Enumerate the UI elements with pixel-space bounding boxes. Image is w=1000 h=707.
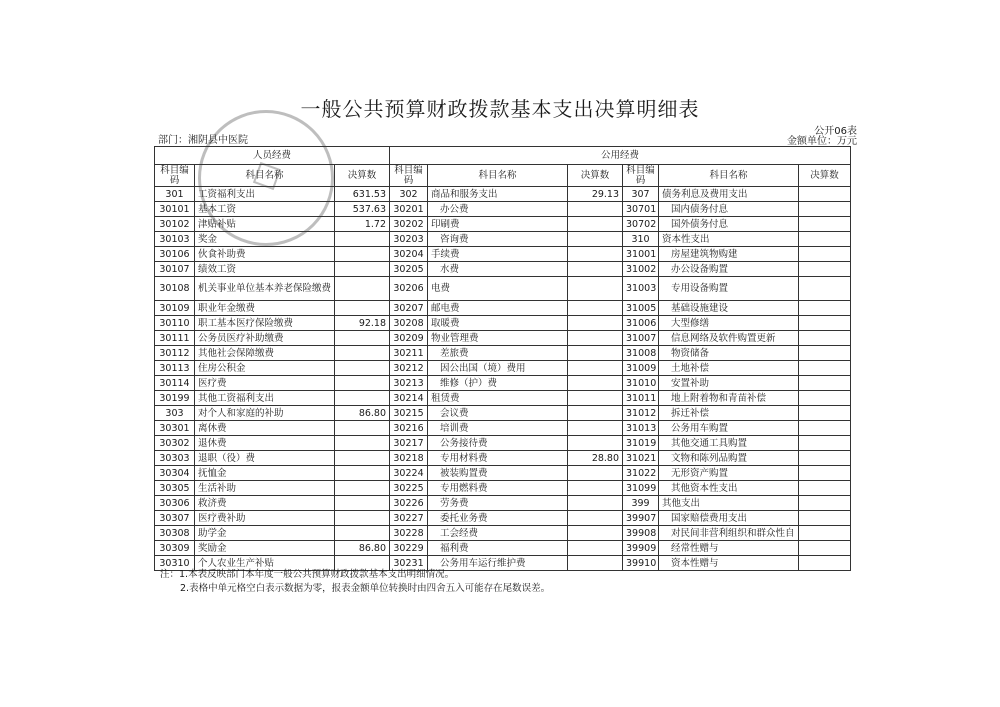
public-code: 30214: [390, 391, 428, 406]
table-row: [155, 202, 851, 217]
personnel-name: 对个人和家庭的补助: [195, 406, 335, 421]
other-code: 31011: [623, 391, 659, 406]
other-code: 31005: [623, 301, 659, 316]
table-row: [155, 277, 851, 301]
table-row: [155, 436, 851, 451]
public-code: 30225: [390, 481, 428, 496]
other-code: 39908: [623, 526, 659, 541]
other-amount: [799, 187, 851, 202]
public-code: 30201: [390, 202, 428, 217]
other-name: 地上附着物和青苗补偿: [659, 391, 799, 406]
public-code: 30229: [390, 541, 428, 556]
public-name: 委托业务费: [428, 511, 568, 526]
other-amount: [799, 247, 851, 262]
other-name: 专用设备购置: [659, 277, 799, 301]
personnel-code: 303: [155, 406, 195, 421]
other-amount: [799, 232, 851, 247]
public-name: 取暖费: [428, 316, 568, 331]
other-amount: [799, 202, 851, 217]
personnel-code: 30309: [155, 541, 195, 556]
other-name: 物资储备: [659, 346, 799, 361]
other-name: 公务用车购置: [659, 421, 799, 436]
other-code: 39910: [623, 556, 659, 571]
personnel-code: 30308: [155, 526, 195, 541]
public-name: 因公出国（境）费用: [428, 361, 568, 376]
personnel-amount: 86.80: [335, 406, 390, 421]
personnel-amount: 537.63: [335, 202, 390, 217]
personnel-amount: [335, 391, 390, 406]
personnel-name: 公务员医疗补助缴费: [195, 331, 335, 346]
other-amount: [799, 361, 851, 376]
public-code: 30207: [390, 301, 428, 316]
name-header: 科目名称: [428, 165, 568, 187]
public-amount: [568, 496, 623, 511]
other-amount: [799, 496, 851, 511]
other-name: 房屋建筑物购建: [659, 247, 799, 262]
other-code: 31003: [623, 277, 659, 301]
table-row: [155, 541, 851, 556]
public-code: 30206: [390, 277, 428, 301]
public-amount: [568, 277, 623, 301]
public-amount: [568, 481, 623, 496]
public-code: 30211: [390, 346, 428, 361]
other-name: 无形资产购置: [659, 466, 799, 481]
personnel-amount: 1.72: [335, 217, 390, 232]
table-row: [155, 316, 851, 331]
personnel-code: 30305: [155, 481, 195, 496]
other-code: 31013: [623, 421, 659, 436]
public-name: 培训费: [428, 421, 568, 436]
public-name: 被装购置费: [428, 466, 568, 481]
personnel-amount: [335, 421, 390, 436]
other-code: 31021: [623, 451, 659, 466]
other-name: 资本性支出: [659, 232, 799, 247]
personnel-name: 伙食补助费: [195, 247, 335, 262]
public-amount: [568, 331, 623, 346]
table-row: [155, 217, 851, 232]
amount-header: 决算数: [335, 165, 390, 187]
personnel-amount: [335, 277, 390, 301]
public-amount: [568, 511, 623, 526]
public-code: 30227: [390, 511, 428, 526]
public-amount: [568, 262, 623, 277]
code-header: 科目编码: [155, 165, 195, 187]
personnel-name: 医疗费: [195, 376, 335, 391]
personnel-amount: 92.18: [335, 316, 390, 331]
other-code: 31099: [623, 481, 659, 496]
personnel-name: 奖金: [195, 232, 335, 247]
public-amount: [568, 526, 623, 541]
personnel-name: 救济费: [195, 496, 335, 511]
other-amount: [799, 466, 851, 481]
personnel-amount: [335, 436, 390, 451]
other-code: 307: [623, 187, 659, 202]
personnel-name: 奖励金: [195, 541, 335, 556]
other-amount: [799, 421, 851, 436]
other-code: 31007: [623, 331, 659, 346]
footnotes: [160, 568, 550, 596]
other-amount: [799, 481, 851, 496]
footnote: 2.表格中单元格空白表示数据为零，报表金额单位转换时由四舍五入可能存在尾数误差。: [180, 583, 551, 594]
code-header: 科目编码: [390, 165, 428, 187]
personnel-amount: [335, 262, 390, 277]
personnel-amount: [335, 376, 390, 391]
public-name: 物业管理费: [428, 331, 568, 346]
personnel-code: 30302: [155, 436, 195, 451]
other-code: 31001: [623, 247, 659, 262]
public-amount: [568, 406, 623, 421]
public-amount: 29.13: [568, 187, 623, 202]
public-code: 30217: [390, 436, 428, 451]
public-code: 30218: [390, 451, 428, 466]
public-amount: [568, 421, 623, 436]
public-name: 公务用车运行维护费: [428, 556, 568, 571]
table-row: [155, 526, 851, 541]
public-code: 30216: [390, 421, 428, 436]
public-amount: [568, 556, 623, 571]
public-code: 30228: [390, 526, 428, 541]
other-code: 31010: [623, 376, 659, 391]
other-amount: [799, 316, 851, 331]
department-label: 部门：湘阴县中医院: [158, 135, 248, 146]
other-name: 其他交通工具购置: [659, 436, 799, 451]
personnel-amount: 631.53: [335, 187, 390, 202]
other-code: 31002: [623, 262, 659, 277]
public-name: 手续费: [428, 247, 568, 262]
public-name: 商品和服务支出: [428, 187, 568, 202]
personnel-code: 30111: [155, 331, 195, 346]
public-code: 30205: [390, 262, 428, 277]
table-row: [155, 262, 851, 277]
personnel-code: 30304: [155, 466, 195, 481]
personnel-name: 职业年金缴费: [195, 301, 335, 316]
public-name: 公务接待费: [428, 436, 568, 451]
table-row: [155, 187, 851, 202]
personnel-name: 津贴补贴: [195, 217, 335, 232]
public-code: 30208: [390, 316, 428, 331]
other-name: 安置补助: [659, 376, 799, 391]
public-name: 水费: [428, 262, 568, 277]
personnel-amount: [335, 466, 390, 481]
table-row: [155, 247, 851, 262]
other-code: 310: [623, 232, 659, 247]
public-code: 30203: [390, 232, 428, 247]
personnel-name: 助学金: [195, 526, 335, 541]
other-code: 31006: [623, 316, 659, 331]
public-amount: [568, 391, 623, 406]
public-amount: [568, 232, 623, 247]
other-code: 31012: [623, 406, 659, 421]
personnel-code: 30113: [155, 361, 195, 376]
table-row: [155, 376, 851, 391]
public-name: 电费: [428, 277, 568, 301]
public-name: 劳务费: [428, 496, 568, 511]
public-name: 印刷费: [428, 217, 568, 232]
public-name: 办公费: [428, 202, 568, 217]
personnel-amount: [335, 511, 390, 526]
public-header: 公用经费: [390, 147, 851, 165]
other-code: 399: [623, 496, 659, 511]
other-name: 其他资本性支出: [659, 481, 799, 496]
personnel-code: 30112: [155, 346, 195, 361]
public-name: 维修（护）费: [428, 376, 568, 391]
other-amount: [799, 262, 851, 277]
other-amount: [799, 277, 851, 301]
public-name: 咨询费: [428, 232, 568, 247]
table-row: [155, 466, 851, 481]
form-number: 公开06表: [814, 126, 857, 137]
table-row: [155, 346, 851, 361]
personnel-amount: [335, 301, 390, 316]
public-amount: [568, 247, 623, 262]
table-row: [155, 481, 851, 496]
other-code: 31022: [623, 466, 659, 481]
personnel-code: 30103: [155, 232, 195, 247]
personnel-code: 301: [155, 187, 195, 202]
public-name: 工会经费: [428, 526, 568, 541]
other-name: 基础设施建设: [659, 301, 799, 316]
table-row: [155, 331, 851, 346]
other-name: 资本性赠与: [659, 556, 799, 571]
other-code: 31008: [623, 346, 659, 361]
public-amount: [568, 217, 623, 232]
public-code: 30209: [390, 331, 428, 346]
personnel-code: 30107: [155, 262, 195, 277]
other-amount: [799, 556, 851, 571]
personnel-code: 30199: [155, 391, 195, 406]
other-name: 办公设备购置: [659, 262, 799, 277]
public-code: 30231: [390, 556, 428, 571]
amount-unit-label: 金额单位：万元: [787, 136, 857, 147]
other-name: 其他支出: [659, 496, 799, 511]
public-amount: [568, 202, 623, 217]
other-amount: [799, 526, 851, 541]
personnel-amount: [335, 346, 390, 361]
personnel-name: 机关事业单位基本养老保险缴费: [195, 277, 335, 301]
personnel-name: 抚恤金: [195, 466, 335, 481]
public-code: 30215: [390, 406, 428, 421]
personnel-name: 离休费: [195, 421, 335, 436]
public-code: 30213: [390, 376, 428, 391]
table-row: [155, 451, 851, 466]
other-name: 信息网络及软件购置更新: [659, 331, 799, 346]
public-amount: [568, 361, 623, 376]
public-name: 福利费: [428, 541, 568, 556]
personnel-amount: 86.80: [335, 541, 390, 556]
public-name: 邮电费: [428, 301, 568, 316]
personnel-name: 退休费: [195, 436, 335, 451]
other-amount: [799, 451, 851, 466]
public-amount: [568, 466, 623, 481]
page-title: 一般公共预算财政拨款基本支出决算明细表: [300, 97, 700, 121]
other-code: 30701: [623, 202, 659, 217]
personnel-name: 医疗费补助: [195, 511, 335, 526]
personnel-name: 住房公积金: [195, 361, 335, 376]
other-amount: [799, 436, 851, 451]
personnel-amount: [335, 232, 390, 247]
personnel-code: 30306: [155, 496, 195, 511]
personnel-name: 生活补助: [195, 481, 335, 496]
personnel-amount: [335, 496, 390, 511]
other-amount: [799, 331, 851, 346]
personnel-amount: [335, 481, 390, 496]
name-header: 科目名称: [195, 165, 335, 187]
table-row: [155, 232, 851, 247]
name-header: 科目名称: [659, 165, 799, 187]
public-code: 30212: [390, 361, 428, 376]
expenditure-table: [154, 146, 851, 571]
personnel-name: 工资福利支出: [195, 187, 335, 202]
public-name: 差旅费: [428, 346, 568, 361]
other-amount: [799, 217, 851, 232]
other-code: 31019: [623, 436, 659, 451]
personnel-name: 职工基本医疗保险缴费: [195, 316, 335, 331]
public-code: 30224: [390, 466, 428, 481]
other-name: 文物和陈列品购置: [659, 451, 799, 466]
personnel-amount: [335, 247, 390, 262]
table-row: [155, 511, 851, 526]
personnel-name: 退职（役）费: [195, 451, 335, 466]
footnote: 注：1.本表反映部门本年度一般公共预算财政拨款基本支出明细情况。: [160, 569, 455, 580]
other-amount: [799, 376, 851, 391]
personnel-amount: [335, 331, 390, 346]
public-amount: [568, 541, 623, 556]
personnel-code: 30110: [155, 316, 195, 331]
personnel-amount: [335, 451, 390, 466]
personnel-name: 绩效工资: [195, 262, 335, 277]
personnel-code: 30303: [155, 451, 195, 466]
other-name: 对民间非营利组织和群众性自: [659, 526, 799, 541]
public-code: 30226: [390, 496, 428, 511]
personnel-code: 30301: [155, 421, 195, 436]
other-code: 39909: [623, 541, 659, 556]
personnel-code: 30307: [155, 511, 195, 526]
table-row: [155, 406, 851, 421]
personnel-code: 30101: [155, 202, 195, 217]
personnel-name: 个人农业生产补贴: [195, 556, 335, 571]
public-name: 专用材料费: [428, 451, 568, 466]
amount-header: 决算数: [568, 165, 623, 187]
table-row: [155, 301, 851, 316]
public-amount: [568, 316, 623, 331]
personnel-name: 其他工资福利支出: [195, 391, 335, 406]
other-code: 30702: [623, 217, 659, 232]
personnel-code: 30106: [155, 247, 195, 262]
other-name: 国外债务付息: [659, 217, 799, 232]
other-amount: [799, 406, 851, 421]
other-code: 39907: [623, 511, 659, 526]
public-code: 30202: [390, 217, 428, 232]
other-code: 31009: [623, 361, 659, 376]
public-name: 专用燃料费: [428, 481, 568, 496]
other-amount: [799, 511, 851, 526]
personnel-name: 基本工资: [195, 202, 335, 217]
table-row: [155, 496, 851, 511]
other-name: 经常性赠与: [659, 541, 799, 556]
personnel-name: 其他社会保障缴费: [195, 346, 335, 361]
personnel-code: 30108: [155, 277, 195, 301]
personnel-amount: [335, 361, 390, 376]
other-name: 土地补偿: [659, 361, 799, 376]
other-amount: [799, 541, 851, 556]
public-code: 30204: [390, 247, 428, 262]
public-name: 租赁费: [428, 391, 568, 406]
table-row: [155, 361, 851, 376]
code-header: 科目编码: [623, 165, 659, 187]
other-name: 债务利息及费用支出: [659, 187, 799, 202]
public-amount: [568, 376, 623, 391]
other-name: 国家赔偿费用支出: [659, 511, 799, 526]
public-amount: 28.80: [568, 451, 623, 466]
table-row: [155, 391, 851, 406]
personnel-header: 人员经费: [155, 147, 390, 165]
public-code: 302: [390, 187, 428, 202]
public-amount: [568, 436, 623, 451]
personnel-code: 30109: [155, 301, 195, 316]
other-name: 拆迁补偿: [659, 406, 799, 421]
other-name: 大型修缮: [659, 316, 799, 331]
personnel-code: 30102: [155, 217, 195, 232]
amount-header: 决算数: [799, 165, 851, 187]
public-amount: [568, 346, 623, 361]
other-amount: [799, 391, 851, 406]
other-name: 国内债务付息: [659, 202, 799, 217]
personnel-code: 30310: [155, 556, 195, 571]
personnel-amount: [335, 526, 390, 541]
public-amount: [568, 301, 623, 316]
table-row: [155, 421, 851, 436]
personnel-code: 30114: [155, 376, 195, 391]
public-name: 会议费: [428, 406, 568, 421]
other-amount: [799, 301, 851, 316]
other-amount: [799, 346, 851, 361]
